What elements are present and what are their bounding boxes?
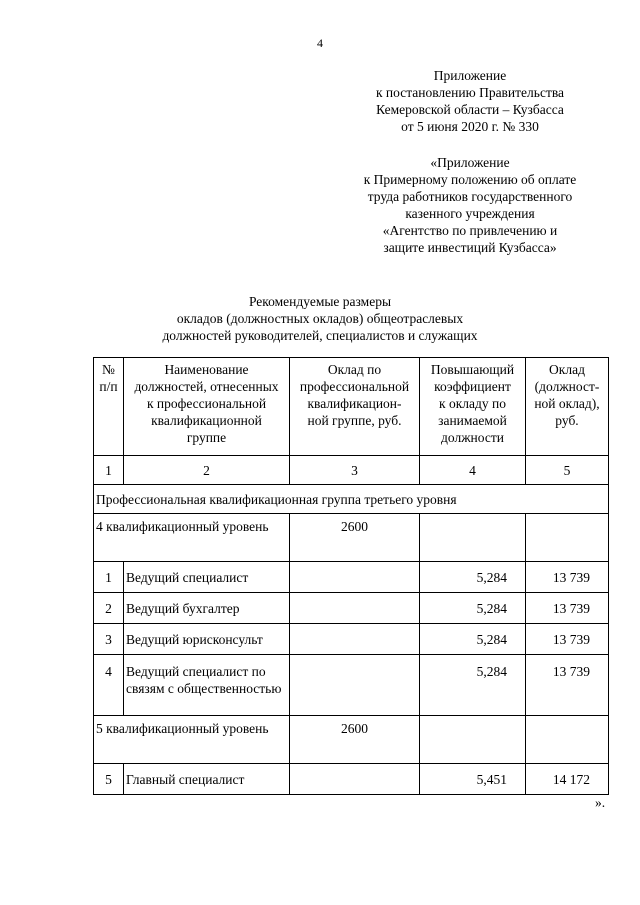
row-number: 3 (94, 624, 124, 655)
row-salary: 13 739 (526, 655, 609, 716)
row-number: 5 (94, 764, 124, 795)
row-number: 2 (94, 593, 124, 624)
column-number: 5 (526, 456, 609, 485)
sub-appendix-line: труда работников государственного (367, 189, 573, 204)
column-number: 4 (420, 456, 526, 485)
group-title: Профессиональная квалификационная группа третьего уровня (94, 485, 609, 514)
title-line: должностей руководителей, специалистов и служащих (162, 328, 478, 343)
row-salary: 13 739 (526, 624, 609, 655)
table-row (94, 593, 609, 624)
table-row (94, 562, 609, 593)
level-salary: 2600 (290, 514, 420, 562)
sub-appendix-line: «Агентство по привлечению и (382, 223, 558, 238)
appendix-header (320, 67, 620, 135)
row-position: Ведущий специалист по связям с общественностью (124, 655, 290, 716)
level-salary: 2600 (290, 716, 420, 764)
header-coefficient: Повышающий коэффициент к окладу по занимаемой должности (420, 358, 526, 456)
column-number: 3 (290, 456, 420, 485)
column-number: 2 (124, 456, 290, 485)
header-salary: Оклад (должност- ной оклад), руб. (526, 358, 609, 456)
sub-appendix-line: казенного учреждения (405, 206, 535, 221)
sub-appendix-header (320, 154, 620, 256)
level-label: 4 квалификационный уровень (94, 514, 290, 562)
sub-appendix-line: «Приложение (430, 155, 510, 170)
row-number: 1 (94, 562, 124, 593)
row-coefficient: 5,284 (420, 655, 526, 716)
appendix-line: от 5 июня 2020 г. № 330 (401, 119, 539, 134)
level-row (94, 514, 609, 562)
salary-table (93, 357, 609, 795)
row-salary: 13 739 (526, 593, 609, 624)
row-position: Ведущий бухгалтер (124, 593, 290, 624)
group-title-row (94, 485, 609, 514)
appendix-line: Приложение (433, 68, 507, 83)
header-position-name: Наименование должностей, отнесенных к профессиональной квалификационной группе (124, 358, 290, 456)
document-title (0, 293, 640, 344)
row-salary: 13 739 (526, 562, 609, 593)
row-position: Главный специалист (124, 764, 290, 795)
row-coefficient: 5,284 (420, 562, 526, 593)
row-position: Ведущий специалист (124, 562, 290, 593)
column-number: 1 (94, 456, 124, 485)
table-row (94, 655, 609, 716)
row-coefficient: 5,284 (420, 593, 526, 624)
row-coefficient: 5,284 (420, 624, 526, 655)
row-position: Ведущий юрисконсульт (124, 624, 290, 655)
header-group-salary: Оклад по профессиональной квалификацион- ной группе, руб. (290, 358, 420, 456)
title-line: Рекомендуемые размеры (248, 294, 392, 309)
column-number-row (94, 456, 609, 485)
appendix-line: к постановлению Правительства (375, 85, 565, 100)
row-number: 4 (94, 655, 124, 716)
appendix-line: Кемеровской области – Кузбасса (376, 102, 564, 117)
row-coefficient: 5,451 (420, 764, 526, 795)
table-row (94, 624, 609, 655)
page-number: 4 (317, 36, 323, 50)
title-line: окладов (должностных окладов) общеотраслевых (176, 311, 464, 326)
header-number: № п/п (94, 358, 124, 456)
sub-appendix-line: к Примерному положению об оплате (363, 172, 577, 187)
table-row (94, 764, 609, 795)
table-header-row (94, 358, 609, 456)
sub-appendix-line: защите инвестиций Кузбасса» (383, 240, 557, 255)
closing-quote-mark: ». (595, 795, 606, 810)
level-row (94, 716, 609, 764)
row-salary: 14 172 (526, 764, 609, 795)
level-label: 5 квалификационный уровень (94, 716, 290, 764)
